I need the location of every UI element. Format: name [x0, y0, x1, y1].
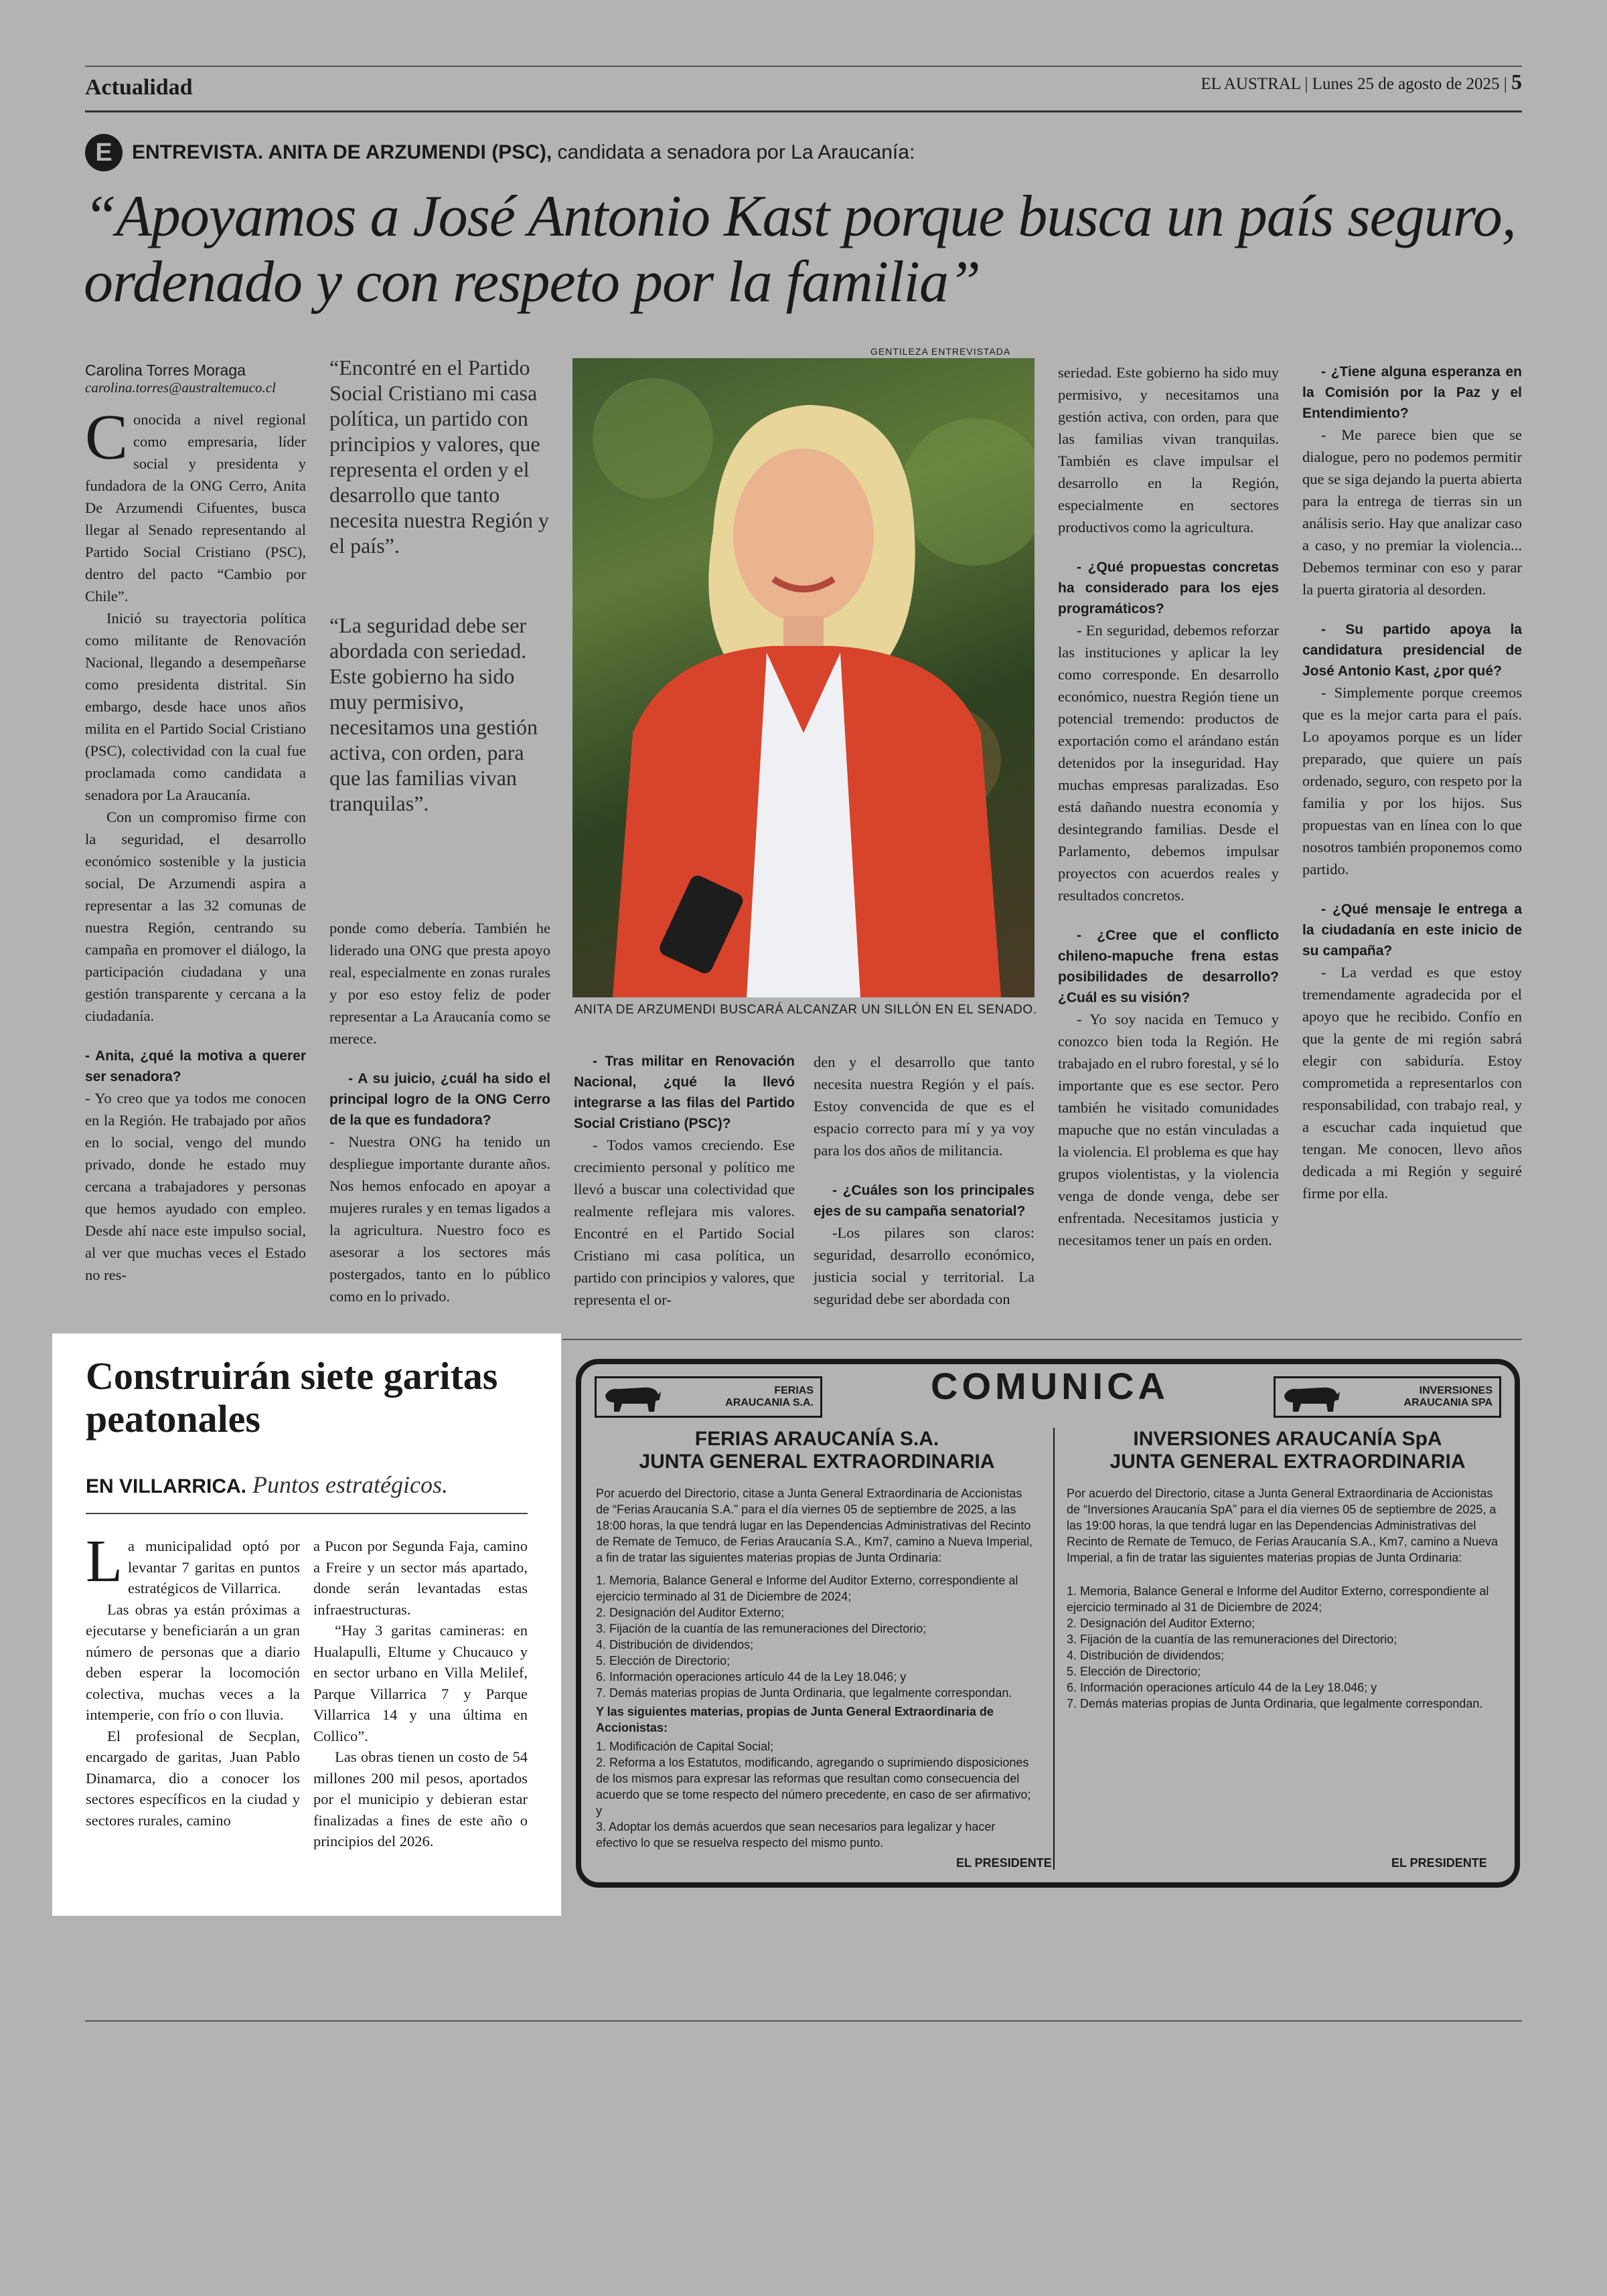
article-column-5: [1058, 361, 1279, 1251]
signature: EL PRESIDENTE: [1391, 1856, 1487, 1870]
news-brief: [52, 1333, 561, 1916]
section-label: Actualidad: [85, 75, 193, 100]
paragraph: El profesional de Secplan, encargado de garitas, Juan Pablo Dinamarca, dio a conocer los sectores específicos en la ciudad y sectores rurales, camino: [86, 1727, 300, 1829]
interview-answer: - Simplemente porque creemos que es la mejor carta para el país. Lo apoyamos porque es un líder preparado, que quiere un país ordenado, seguro, con respeto por la familia y por los hijos. Sus propuestas van en línea con lo que nosotros también proponemos como partido.: [1302, 684, 1522, 878]
author-email[interactable]: carolina.torres@australtemuco.cl: [85, 380, 276, 396]
interview-kicker: [85, 134, 915, 171]
notice-item: 2. Reforma a los Estatutos, modificando, agregando o suprimiendo disposiciones de los mismos para expresar las reformas que resultan como consecuencia del acuerdo que se tome respecto del número precedente, en caso de ser afirmativo; y: [596, 1756, 1031, 1817]
article-column-2: [329, 917, 550, 1307]
notice-item: 3. Adoptar los demás acuerdos que sean necesarios para legalizar y hacer efectivo lo que se resuelva respecto del mismo punto.: [596, 1820, 996, 1850]
notice-item: 6. Información operaciones artículo 44 de la Ley 18.046; y: [596, 1670, 907, 1684]
interview-answer: - Yo creo que ya todos me conocen en la Región. He trabajado por años en lo social, vengo del mundo privado, donde he estado muy cercana a trabajadores y personas que hemos ayudado con empleo. Desde ahí nace este impulso social, al ver que muchas veces el Estado no res-: [85, 1090, 306, 1283]
issue-date: Lunes 25 de agosto de 2025: [1312, 75, 1500, 93]
drop-cap: C: [85, 401, 129, 473]
notice-heading: JUNTA GENERAL EXTRAORDINARIA: [639, 1451, 995, 1473]
legal-notice-ad: [576, 1359, 1520, 1888]
paragraph: Inició su trayectoria política como militante de Renovación Nacional, llegando a desempeñarse como presidenta distrital. Sin embargo, desde hace unos años milita en el Partido Social Cristiano (PSC), colectividad con la cual fue proclamada como candidata a senadora por La Araucanía.: [85, 610, 306, 803]
interview-question: - ¿Qué propuestas concretas ha considerado para los ejes programáticos?: [1058, 560, 1279, 617]
brief-column-2: [313, 1536, 528, 1852]
brief-column-1: [86, 1528, 300, 1831]
signature: EL PRESIDENTE: [956, 1856, 1052, 1870]
logo-line: FERIAS: [774, 1385, 814, 1396]
brief-lead-bold: EN VILLARRICA.: [86, 1475, 246, 1497]
ad-title: COMUNICA: [931, 1365, 1169, 1407]
interview-answer: - Nuestra ONG ha tenido un despliegue importante durante años. Nos hemos enfocado en apoyar a mujeres rurales y en temas ligados a la agricultura. Nuestro foco es asesorar a los sectores más postergados, tanto en lo público como en lo privado.: [329, 1133, 550, 1305]
inversiones-logo: [1274, 1376, 1501, 1418]
brief-title: Construirán siete garitas peatonales: [86, 1354, 498, 1441]
article-column-1: [85, 361, 306, 1286]
interview-answer: - La verdad es que estoy tremendamente agradecida por el apoyo que he recibido. Confío en que la gente de mi región sabrá elegir con sabiduría. Estoy comprometida a representarlos con responsabilidad, con trabajo real, y a escuchar cada inquietud que tengan. Me conocen, llevo años dedicada a mi Región y seguiré firme por ella.: [1302, 964, 1522, 1202]
interview-answer: - En seguridad, debemos reforzar las instituciones y aplicar la ley como corresponde. En desarrollo económico, nuestra Región tiene un potencial tremendo: productos de exportación como el arándano están detenidos por la inseguridad. Hay muchas empresas paralizadas. Eso está dañando nuestra economía y desintegrando familias. Desde el Parlamento, debemos impulsar proyectos con acuerdos reales y resultados concretos.: [1058, 622, 1279, 904]
notice-items-extra: [596, 1738, 1038, 1851]
interview-question: - ¿Cuáles son los principales ejes de su campaña senatorial?: [814, 1183, 1035, 1219]
brief-lead-italic: Puntos estratégicos.: [246, 1471, 448, 1498]
kicker-label: ENTREVISTA. ANITA DE ARZUMENDI (PSC),: [132, 141, 552, 163]
notice-heading: JUNTA GENERAL EXTRAORDINARIA: [1109, 1451, 1466, 1473]
interview-question: - ¿Qué mensaje le entrega a la ciudadanía en este inicio de su campaña?: [1302, 902, 1522, 959]
notice-item: 4. Distribución de dividendos;: [1067, 1649, 1225, 1662]
paragraph: Las obras ya están próximas a ejecutarse y beneficiarán a un gran número de personas que a diario deben esperar la locomoción colectiva, muchas veces a la intemperie, con frío o con lluvia.: [86, 1601, 300, 1723]
notice-item: 2. Designación del Auditor Externo;: [596, 1606, 785, 1619]
notice-subheading: Y las siguientes materias, propias de Junta General Extraordinaria de Accionistas:: [596, 1705, 994, 1734]
notice-item: 2. Designación del Auditor Externo;: [1067, 1617, 1255, 1630]
bottom-rule: [85, 2020, 1522, 2022]
notice-company: FERIAS ARAUCANÍA S.A.: [694, 1428, 939, 1450]
photo-caption: ANITA DE ARZUMENDI BUSCARÁ ALCANZAR UN SILLÓN EN EL SENADO.: [575, 1003, 1037, 1017]
logo-line: ARAUCANIA S.A.: [725, 1397, 814, 1408]
paragraph: Con un compromiso firme con la seguridad, el desarrollo económico sostenible y la justicia social, De Arzumendi aspira a representar a las 32 comunas de nuestra Región, centrando su campaña en promover el diálogo, la participación ciudadana y una gestión transparente y cercana a la ciudadanía.: [85, 809, 306, 1024]
notice-company: INVERSIONES ARAUCANÍA SpA: [1133, 1428, 1442, 1450]
notice-item: 7. Demás materias propias de Junta Ordinaria, que legalmente correspondan.: [596, 1686, 1012, 1700]
publication-info: EL AUSTRAL | Lunes 25 de agosto de 2025 | 5: [1201, 70, 1522, 94]
notice-item: 4. Distribución de dividendos;: [596, 1638, 754, 1651]
interview-question: - Tras militar en Renovación Nacional, ¿qué la llevó integrarse a las filas del Partido Social Cristiano (PSC)?: [574, 1054, 795, 1131]
interview-answer: - Me parece bien que se dialogue, pero no podemos permitir que se siga dejando la puerta abierta para la entrega de tierras sin un análisis serio. Hay que analizar caso a caso, y no premiar la violencia... Debemos terminar con eso y parar la puerta giratoria al desorden.: [1302, 426, 1522, 598]
logo-line: ARAUCANIA SPA: [1403, 1397, 1493, 1408]
drop-cap: L: [86, 1528, 123, 1594]
notice-item: 3. Fijación de la cuantía de las remuneraciones del Directorio;: [1067, 1633, 1397, 1646]
paragraph: ponde como debería. También he liderado una ONG que presta apoyo real, especialmente en zonas rurales y por eso estoy feliz de poder representar a La Araucanía como se merece.: [329, 920, 550, 1047]
notice-items: [1067, 1583, 1509, 1712]
inversiones-notice: [1067, 1428, 1509, 1712]
interview-question: - Anita, ¿qué la motiva a querer ser senadora?: [85, 1048, 306, 1084]
notice-item: 1. Modificación de Capital Social;: [596, 1740, 774, 1753]
interview-answer: -Los pilares son claros: seguridad, desarrollo económico, justicia social y territorial. La seguridad debe ser abordada con: [814, 1224, 1035, 1307]
headline: “Apoyamos a José Antonio Kast porque busca un país seguro, ordenado y con respeto por la familia”: [84, 184, 1516, 315]
candidate-photo: [572, 358, 1035, 997]
notice-item: 5. Elección de Directorio;: [1067, 1665, 1201, 1678]
notice-item: 1. Memoria, Balance General e Informe del Auditor Externo, correspondiente al ejercicio terminado al 31 de Diciembre de 2024;: [596, 1574, 1018, 1603]
paragraph: “Hay 3 garitas camineras: en Hualapulli, Eltume y Chucauco y en sector urbano en Villa Melilef, Parque Villarrica 7 y Parque Villarrica 14 y una última en Collico”.: [313, 1622, 528, 1744]
portrait-illustration: [572, 358, 1035, 997]
bull-icon: [602, 1382, 662, 1413]
notice-item: 7. Demás materias propias de Junta Ordinaria, que legalmente correspondan.: [1067, 1697, 1483, 1710]
paragraph: a municipalidad optó por levantar 7 garitas en puntos estratégicos de Villarrica.: [127, 1538, 300, 1596]
section-divider: [562, 1339, 1522, 1340]
ferias-logo: [595, 1376, 822, 1418]
author-name: Carolina Torres Moraga: [85, 361, 246, 379]
interview-question: - ¿Tiene alguna esperanza en la Comisión por la Paz y el Entendimiento?: [1302, 364, 1522, 421]
interview-answer: - Yo soy nacida en Temuco y conozco bien toda la Región. He trabajado en el rubro forestal, y sé lo importante que es ese sector. Pero también he visitado comunidades mapuche que no están vinculadas a la violencia. El problema es que hay grupos violentistas, y la violencia venga de donde venga, debe ser enfrentada. Necesitamos justicia y necesitamos tener un país en orden.: [1058, 1011, 1279, 1248]
notice-item: 5. Elección de Directorio;: [596, 1654, 731, 1667]
page-number: 5: [1511, 70, 1522, 94]
notice-item: 6. Información operaciones artículo 44 de la Ley 18.046; y: [1067, 1681, 1377, 1694]
paragraph: Las obras tienen un costo de 54 millones 200 mil pesos, aportados por el municipio y debieran estar finalizadas a fines de este año o principios del 2026.: [313, 1748, 528, 1850]
ad-divider: [1053, 1428, 1055, 1870]
bull-icon: [1281, 1382, 1341, 1413]
paragraph: seriedad. Este gobierno ha sido muy permisivo, y necesitamos una gestión activa, con orden, para que las familias vivan tranquilas. También es clave impulsar el desarrollo en la Región, especialmente en sectores productivos como la agricultura.: [1058, 364, 1279, 536]
paragraph: a Pucon por Segunda Faja, camino a Freire y un sector más apartado, donde serán levantadas estas infraestructuras.: [313, 1538, 528, 1618]
header-rule: [85, 110, 1522, 112]
photo-credit: GENTILEZA ENTREVISTADA: [870, 346, 1011, 357]
notice-intro: Por acuerdo del Directorio, citase a Junta General Extraordinaria de Accionistas de “Ferias Araucanía S.A.” para el día viernes 05 de septiembre de 2025, a las 18:00 horas, la que tendrá lugar en las Dependencias Administrativas del Recinto de Remate de Temuco, de Ferias Araucanía S.A., Km7, camino a Nueva Imperial, a fin de tratar las siguientes materias propias de Junta Ordinaria:: [596, 1487, 1032, 1564]
article-column-6: [1302, 361, 1522, 1204]
interview-answer: - Todos vamos creciendo. Ese crecimiento personal y político me llevó a buscar una colectividad que realmente reflejara mis valores. Encontré en el Partido Social Cristiano mi casa política, un partido con principios y valores, que representa el or-: [574, 1137, 795, 1308]
brief-rule: [86, 1513, 528, 1514]
interview-badge-icon: E: [85, 134, 123, 171]
notice-items: [596, 1572, 1038, 1701]
paragraph: onocida a nivel regional como empresaria, líder social y presidenta y fundadora de la ONG Cerro, Anita De Arzumendi Cifuentes, busca llegar al Senado representando al Partido Social Cristiano (PSC), dentro del pacto “Cambio por Chile”.: [85, 411, 306, 604]
interview-question: - Su partido apoya la candidatura presidencial de José Antonio Kast, ¿por qué?: [1302, 622, 1522, 679]
pull-quote-1: “Encontré en el Partido Social Cristiano mi casa política, un partido con principios y valores, que representa el orden y el desarrollo que tanto necesita nuestra Región y el país”.: [329, 355, 549, 558]
interview-question: - A su juicio, ¿cuál ha sido el principal logro de la ONG Cerro de la que es fundadora?: [329, 1071, 550, 1128]
interview-answer: den y el desarrollo que tanto necesita nuestra Región y el país. Estoy convencida de que es el espacio correcto para mí y ya voy para los dos años de militancia.: [814, 1054, 1035, 1159]
article-column-3: [574, 1051, 795, 1311]
notice-item: 1. Memoria, Balance General e Informe del Auditor Externo, correspondiente al ejercicio terminado al 31 de Diciembre de 2024;: [1067, 1584, 1489, 1614]
pull-quote-2: “La seguridad debe ser abordada con seriedad. Este gobierno ha sido muy permisivo, necesitamos una gestión activa, con orden, para que las familias vivan tranquilas”.: [329, 613, 538, 815]
newspaper-name: EL AUSTRAL: [1201, 75, 1301, 93]
ferias-notice: [596, 1428, 1038, 1851]
kicker-rest: candidata a senadora por La Araucanía:: [552, 141, 915, 163]
notice-intro: Por acuerdo del Directorio, citase a Junta General Extraordinaria de Accionistas de “Inversiones Araucanía SpA” para el día viernes 05 de septiembre de 2025, a las 19:00 horas, la que tendrá lugar en las Dependencias Administrativas del Recinto de Remate de Temuco, de Ferias Araucanía S.A., Km7, camino a Nueva Imperial, a fin de tratar las siguientes materias propias de Junta Ordinaria:: [1067, 1487, 1499, 1564]
logo-line: INVERSIONES: [1419, 1385, 1493, 1396]
interview-question: - ¿Cree que el conflicto chileno-mapuche frena estas posibilidades de desarrollo? ¿Cuál es su visión?: [1058, 928, 1279, 1005]
notice-item: 3. Fijación de la cuantía de las remuneraciones del Directorio;: [596, 1622, 927, 1635]
article-column-4: [814, 1051, 1035, 1310]
brief-lead: [86, 1471, 448, 1499]
top-rule: [85, 66, 1522, 67]
